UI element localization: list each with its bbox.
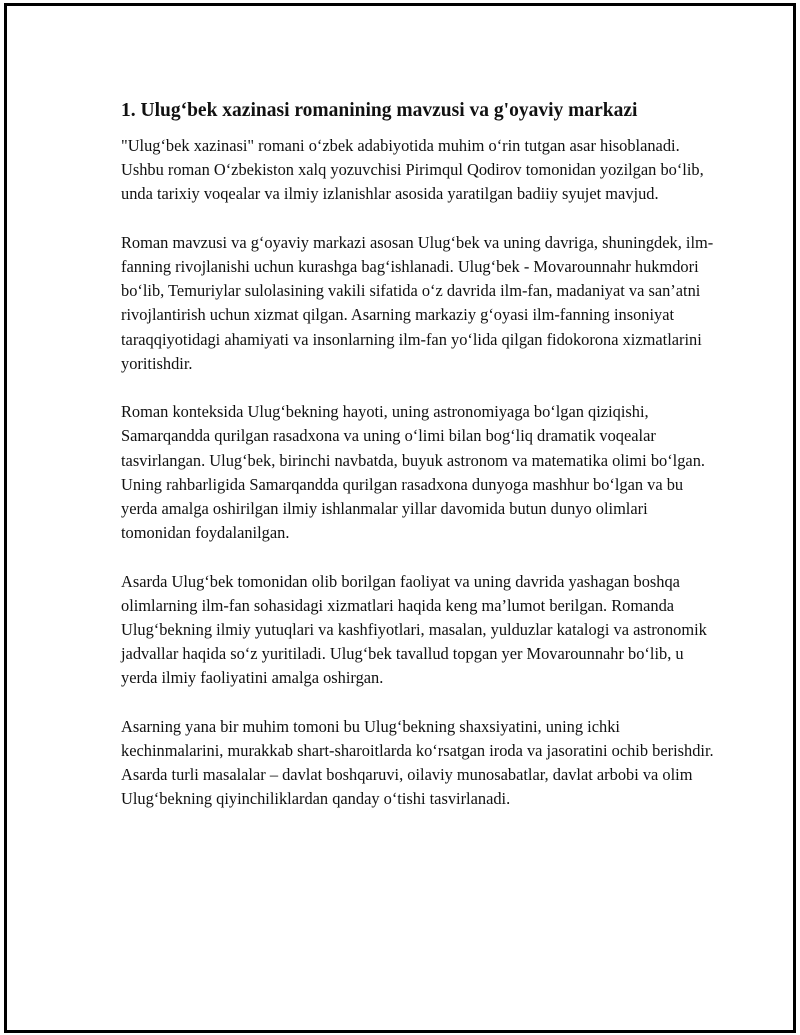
paragraph-2: Roman mavzusi va g‘oyaviy markazi asosan Ulug‘bek va uning davriga, shuningdek, ilm-fanning rivojlanishi uchun kurashga bag‘ishlanadi. Ulug‘bek - Movarounnahr hukmdori bo‘lib, Temuriylar sulolasining vakili sifatida o‘z davrida ilm-fan, madaniyat va san’atni rivojlantirish uchun xizmat qilgan. Asarning markaziy g‘oyasi ilm-fanning insoniyat taraqqiyotidagi ahamiyati va insonlarning ilm-fan yo‘lida qilgan fidokorona xizmatlarini yoritishdir. — [121, 232, 714, 373]
paragraph-5: Asarning yana bir muhim tomoni bu Ulug‘bekning shaxsiyatini, uning ichki kechinmalarini, murakkab shart-sharoitlarda ko‘rsatgan iroda va jasoratini ochib berishdir. Asarda turli masalalar – davlat boshqaruvi, oilaviy munosabatlar, davlat arbobi va olim Ulug‘bekning qiyinchiliklardan qanday o‘tishi tasvirlanadi. — [121, 716, 714, 809]
paragraph-3: Roman konteksida Ulug‘bekning hayoti, uning astronomiyaga bo‘lgan qiziqishi, Samarqandda qurilgan rasadxona va uning o‘limi bilan bog‘liq dramatik voqealar tasvirlangan. Ulug‘bek, birinchi navbatda, buyuk astronom va matematika olimi bo‘lgan. Uning rahbarligida Samarqandda qurilgan rasadxona dunyoga mashhur bo‘lgan va bu yerda amalga oshirilgan ilmiy ishlanmalar yillar davomida butun dunyo olimlari tomonidan foydalanilgan. — [121, 402, 705, 543]
paragraph-4: Asarda Ulug‘bek tomonidan olib borilgan faoliyat va uning davrida yashagan boshqa olimlarning ilm-fan sohasidagi xizmatlari haqida keng ma’lumot berilgan. Romanda Ulug‘bekning ilmiy yutuqlari va kashfiyotlari, masalan, yulduzlar katalogi va astronomik jadvallar haqida so‘z yuritiladi. Ulug‘bek tavallud topgan yer Movarounnahr bo‘lib, u yerda ilmiy faoliyatini amalga oshirgan. — [121, 571, 707, 688]
section-heading: 1. Ulug‘bek xazinasi romanining mavzusi va g'oyaviy markazi — [121, 100, 638, 121]
paragraph-1: "Ulug‘bek xazinasi" romani o‘zbek adabiyotida muhim o‘rin tutgan asar hisoblanadi. Ushbu roman O‘zbekiston xalq yozuvchisi Pirimqul Qodirov tomonidan yozilgan bo‘lib, unda tarixiy voqealar va ilmiy izlanishlar asosida yaratilgan badiiy syujet mavjud. — [121, 136, 704, 204]
document-page — [4, 3, 796, 1033]
document-body — [121, 98, 721, 836]
